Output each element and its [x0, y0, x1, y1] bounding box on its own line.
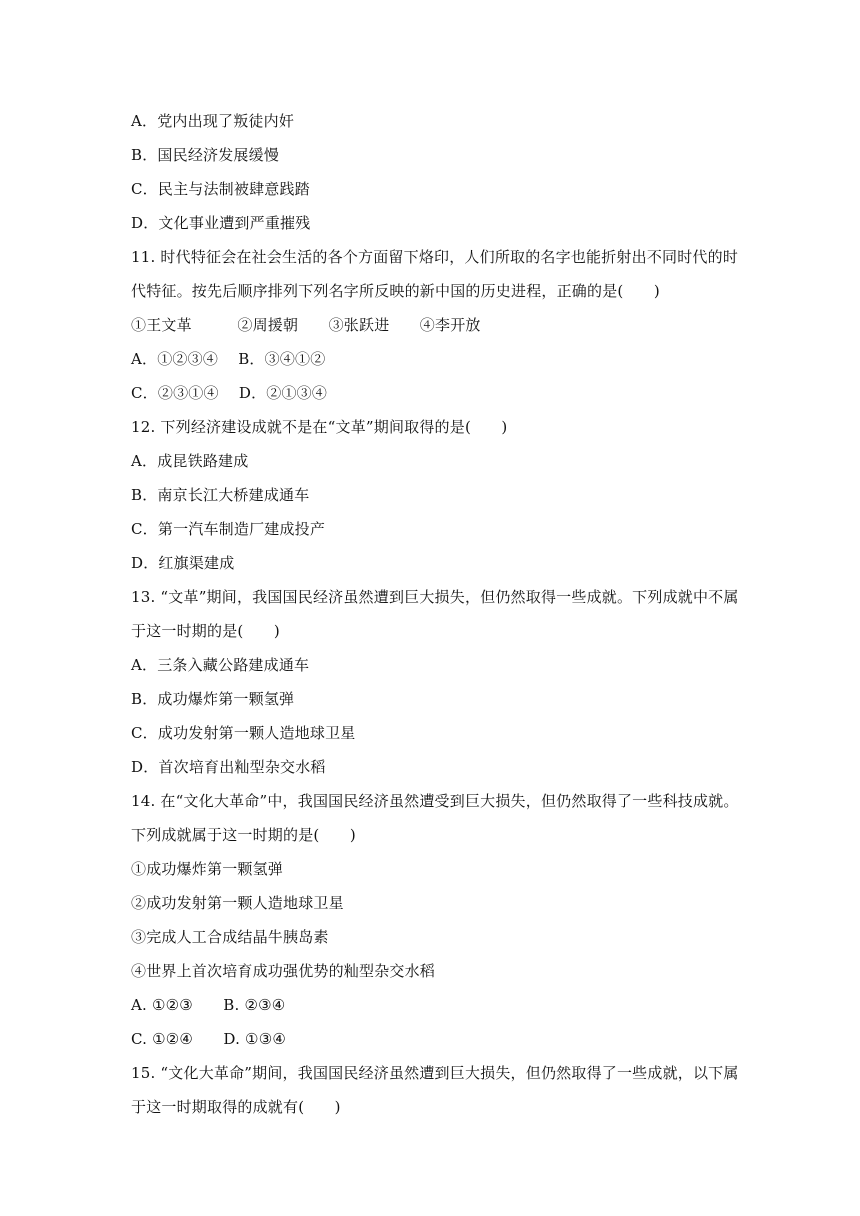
q11-items: ①王文革 ②周援朝 ③张跃进 ④李开放 [131, 316, 481, 334]
q14-options-cd: C. ①②④ D. ①③④ [131, 1030, 286, 1048]
q13-option-d: D．首次培育出籼型杂交水稻 [131, 758, 326, 776]
q11-stem-line-2: 代特征。按先后顺序排列下列名字所反映的新中国的历史进程，正确的是( ) [131, 282, 660, 300]
q14-options-ab: A. ①②③ B. ②③④ [131, 996, 286, 1014]
q10-option-d: D．文化事业遭到严重摧残 [131, 214, 311, 232]
q14-item-2: ②成功发射第一颗人造地球卫星 [131, 894, 344, 912]
q13-stem-line-2: 于这一时期的是( ) [131, 622, 280, 640]
q12-stem: 12. 下列经济建设成就不是在“文革”期间取得的是( ) [131, 418, 508, 436]
q11-stem-line-1: 11. 时代特征会在社会生活的各个方面留下烙印，人们所取的名字也能折射出不同时代的时 [131, 248, 739, 266]
q14-stem-line-2: 下列成就属于这一时期的是( ) [131, 826, 356, 844]
q15-stem-line-1: 15. “文化大革命”期间，我国国民经济虽然遭到巨大损失，但仍然取得了一些成就，以下属 [131, 1064, 739, 1082]
q11-options-ab: A．①②③④ B．③④①② [131, 350, 326, 368]
q15-stem-line-2: 于这一时期取得的成就有( ) [131, 1098, 341, 1116]
q14-item-1: ①成功爆炸第一颗氢弹 [131, 860, 284, 878]
q10-option-a: A．党内出现了叛徒内奸 [131, 112, 295, 130]
q10-option-c: C．民主与法制被肆意践踏 [131, 180, 310, 198]
q14-item-3: ③完成人工合成结晶牛胰岛素 [131, 928, 329, 946]
q11-options-cd: C．②③①④ D．②①③④ [131, 384, 328, 402]
q12-option-d: D．红旗渠建成 [131, 554, 235, 572]
q10-option-b: B．国民经济发展缓慢 [131, 146, 280, 164]
q12-option-a: A．成昆铁路建成 [131, 452, 249, 470]
q12-option-c: C．第一汽车制造厂建成投产 [131, 520, 326, 538]
q13-option-c: C．成功发射第一颗人造地球卫星 [131, 724, 356, 742]
q13-stem-line-1: 13. “文革”期间，我国国民经济虽然遭到巨大损失，但仍然取得一些成就。下列成就中不属 [131, 588, 739, 606]
q12-option-b: B．南京长江大桥建成通车 [131, 486, 310, 504]
q14-item-4: ④世界上首次培育成功强优势的籼型杂交水稻 [131, 962, 436, 980]
q13-option-b: B．成功爆炸第一颗氢弹 [131, 690, 295, 708]
q13-option-a: A．三条入藏公路建成通车 [131, 656, 310, 674]
q14-stem-line-1: 14. 在“文化大革命”中，我国国民经济虽然遭受到巨大损失，但仍然取得了一些科技成就。 [131, 792, 739, 810]
